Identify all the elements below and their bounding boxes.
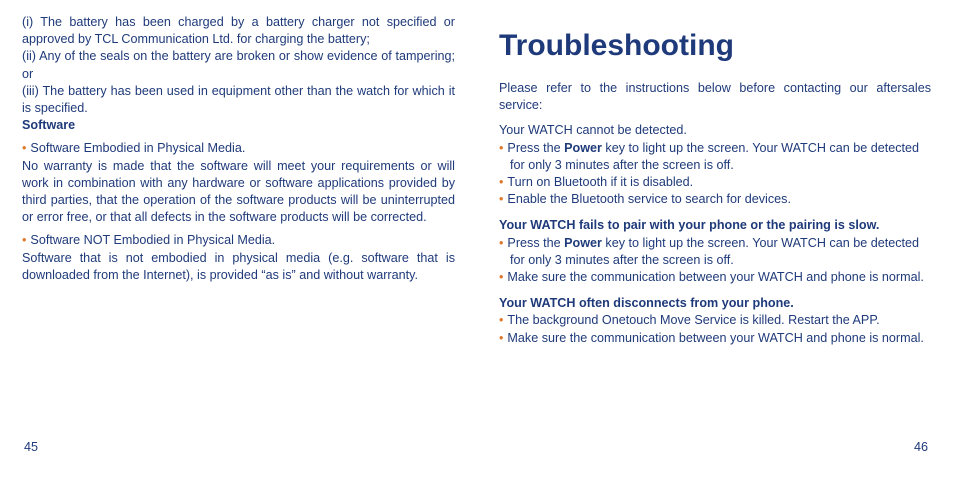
software-physical-bullet: Software Embodied in Physical Media. xyxy=(30,141,246,156)
software-physical-bullet-line xyxy=(22,140,455,157)
list-disconnects xyxy=(499,312,931,346)
software-not-physical-text: Software that is not embodied in physical media (e.g. software that is downloaded from the Internet), is provided “as is” and without warranty. xyxy=(22,250,455,282)
list-item xyxy=(499,174,931,191)
item-text: Enable the Bluetooth service to search for devices. xyxy=(507,192,791,207)
section-heading-pairing: Your WATCH fails to pair with your phone or the pairing is slow. xyxy=(499,218,880,233)
software-not-physical-bullet-line xyxy=(22,232,455,249)
item-text: key to light up the screen. Your WATCH can be detected for only 3 minutes after the screen is off. xyxy=(510,140,920,172)
bullet-marker: • xyxy=(499,330,504,345)
page-number-left: 45 xyxy=(24,440,39,454)
list-cannot-detect xyxy=(499,140,931,209)
list-item xyxy=(499,330,931,347)
item-text: Make sure the communication between your WATCH and phone is normal. xyxy=(507,330,924,345)
section-heading-disconnects: Your WATCH often disconnects from your phone. xyxy=(499,296,794,311)
warranty-condition-2: (ii) Any of the seals on the battery are broken or show evidence of tampering; or xyxy=(22,49,455,81)
item-text: Press the xyxy=(507,140,565,155)
software-heading: Software xyxy=(22,118,76,133)
list-item xyxy=(499,312,931,329)
section-heading-cannot-detect: Your WATCH cannot be detected. xyxy=(499,123,687,138)
item-text: Turn on Bluetooth if it is disabled. xyxy=(507,175,694,190)
bullet-marker: • xyxy=(499,140,504,155)
left-page xyxy=(22,14,455,284)
list-item xyxy=(499,269,931,286)
software-not-physical-bullet: Software NOT Embodied in Physical Media. xyxy=(30,233,276,248)
warranty-condition-1: (i) The battery has been charged by a battery charger not specified or approved by TCL Communication Ltd. for charging the battery; xyxy=(22,15,455,47)
item-text: Make sure the communication between your WATCH and phone is normal. xyxy=(507,270,924,285)
page-title: Troubleshooting xyxy=(499,29,734,62)
bullet-marker: • xyxy=(499,313,504,328)
right-page xyxy=(499,14,931,347)
power-key-label: Power xyxy=(564,235,602,250)
page-number-right: 46 xyxy=(914,440,929,454)
bullet-marker: • xyxy=(499,235,504,250)
bullet-marker: • xyxy=(22,233,27,248)
software-physical-text: No warranty is made that the software will meet your requirements or will work in combination with any hardware or software applications provided by third parties, that the operation of the software products will be uninterrupted or error free, or that all defects in the software products will be corrected. xyxy=(22,158,455,225)
bullet-marker: • xyxy=(499,175,504,190)
bullet-marker: • xyxy=(22,141,27,156)
warranty-condition-3: (iii) The battery has been used in equipment other than the watch for which it is specified. xyxy=(22,83,455,116)
list-item xyxy=(499,191,931,208)
list-item xyxy=(499,235,931,269)
bullet-marker: • xyxy=(499,270,504,285)
list-pairing xyxy=(499,235,931,287)
power-key-label: Power xyxy=(564,140,602,155)
item-text: The background Onetouch Move Service is killed. Restart the APP. xyxy=(507,313,880,328)
item-text: key to light up the screen. Your WATCH can be detected for only 3 minutes after the screen is off. xyxy=(510,235,920,267)
troubleshooting-intro: Please refer to the instructions below before contacting our aftersales service: xyxy=(499,81,931,113)
list-item xyxy=(499,140,931,174)
bullet-marker: • xyxy=(499,192,504,207)
item-text: Press the xyxy=(507,235,565,250)
